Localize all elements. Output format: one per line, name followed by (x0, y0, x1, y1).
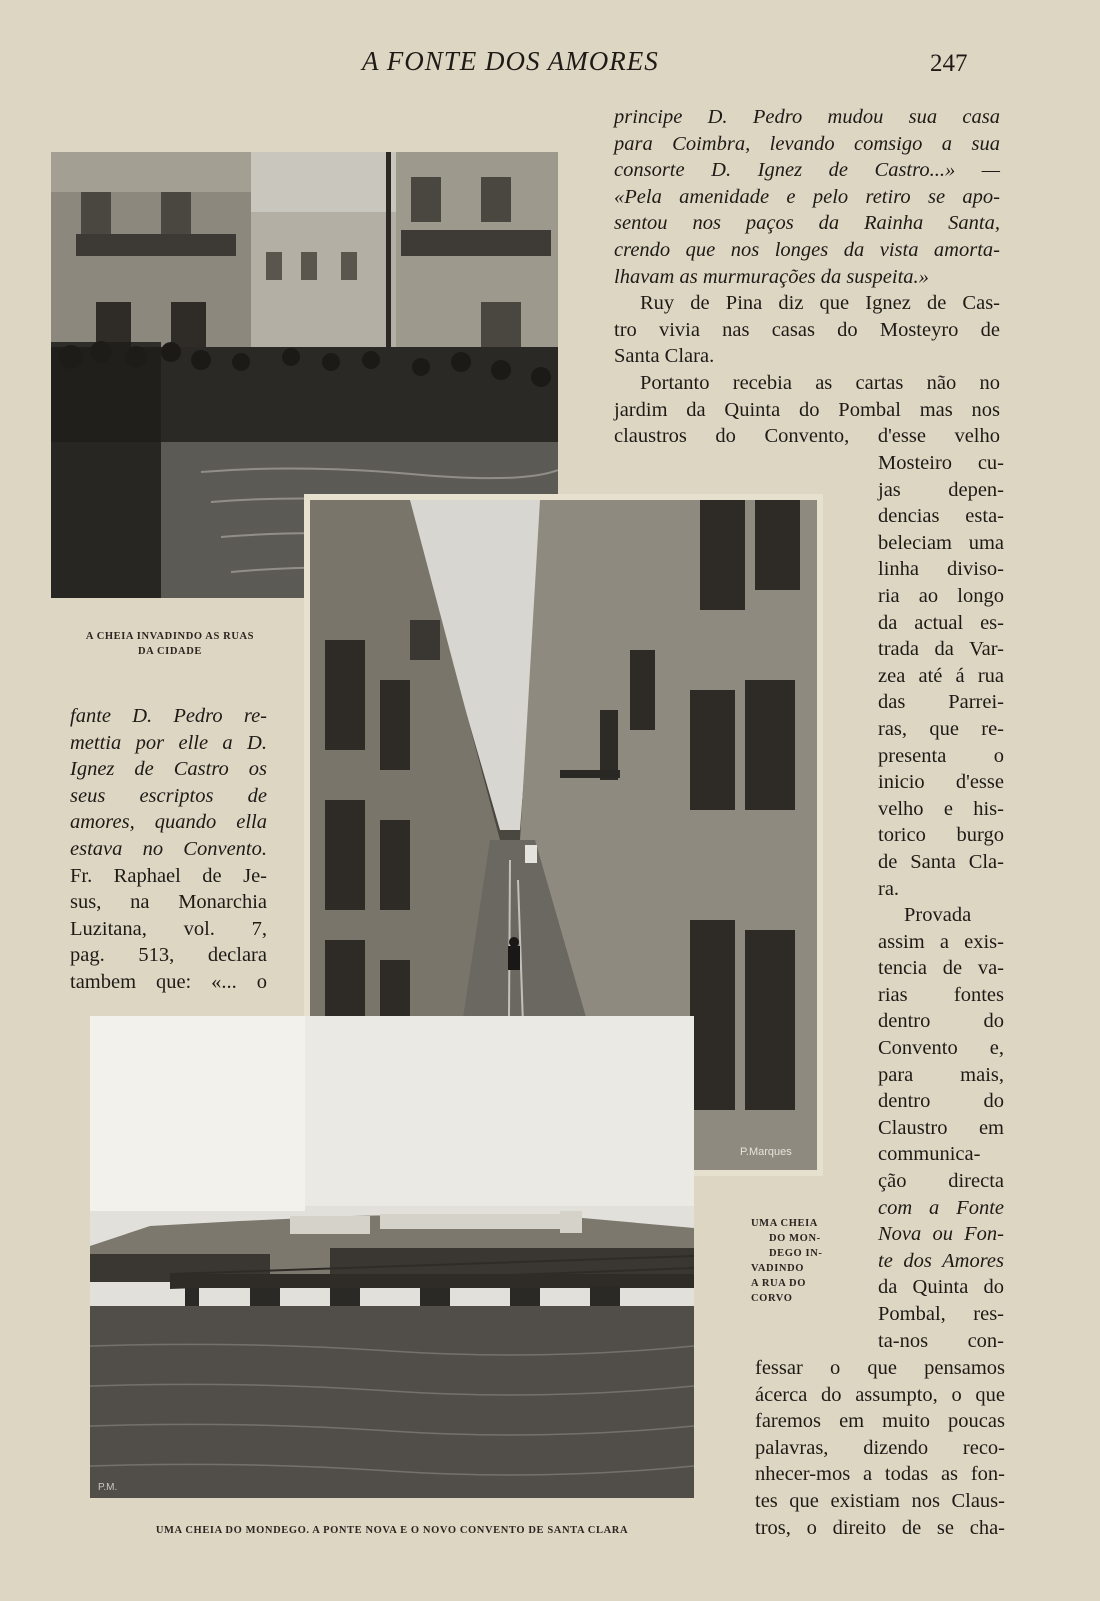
text-line: zea até á rua (878, 664, 1004, 687)
text-line: ra. (878, 877, 900, 900)
text-line: amores, quando ella (70, 811, 267, 834)
text-line: sus, na Monarchia (70, 891, 267, 914)
right-column-text (614, 104, 1000, 450)
text-line: Mosteiro cu- (878, 452, 1004, 474)
text-line: lhavam as murmurações da suspeita.» (614, 265, 929, 288)
text-line: sentou nos paços da Rainha Santa, (614, 212, 1000, 235)
text-line: da Quinta do (878, 1276, 1004, 1299)
text-line: palavras, dizendo reco- (755, 1436, 1005, 1459)
photo-mondego-ponte-nova (90, 1016, 694, 1498)
photo-corner-initials: P.M. (98, 1482, 118, 1493)
text-line: Santa Clara. (614, 345, 715, 368)
text-line: nhecer-mos a todas as fon- (755, 1463, 1005, 1486)
text-line: assim a exis- (878, 930, 1004, 953)
text-line: dentro do (878, 1010, 1004, 1033)
text-line: tencia de va- (878, 957, 1004, 980)
text-line: tros, o direito de se cha- (755, 1516, 1005, 1539)
caption-line: UMA CHEIA (751, 1218, 818, 1229)
caption-line: A CHEIA INVADINDO AS RUAS (85, 631, 255, 642)
text-line: Convento e, (878, 1037, 1004, 1060)
text-line: inicio d'esse (878, 771, 1004, 794)
caption-photo-rua-do-corvo (751, 1216, 846, 1306)
caption-photo-city-street (62, 630, 278, 659)
text-line: «Pela amenidade e pelo retiro se apo- (614, 185, 1000, 208)
text-line: fessar o que pensamos (755, 1357, 1005, 1379)
text-line: torico burgo (878, 824, 1004, 847)
text-line: Provada (904, 904, 972, 927)
text-line: consorte D. Ignez de Castro...» — (614, 159, 1000, 182)
text-line: Ignez de Castro os (70, 758, 267, 781)
caption-line: DO MON- (769, 1233, 821, 1244)
text-line: velho e his- (878, 797, 1004, 820)
text-line: fante D. Pedro re- (70, 705, 267, 727)
text-line: para mais, (878, 1063, 1004, 1086)
text-line: ras, que re- (878, 717, 1004, 740)
text-line: linha diviso- (878, 558, 1004, 581)
text-line: jas depen- (878, 478, 1004, 501)
text-line: tambem que: «... o (70, 970, 267, 993)
text-line: presenta o (878, 744, 1004, 767)
text-line: com a Fonte (878, 1196, 1004, 1219)
text-line: pag. 513, declara (70, 944, 267, 967)
text-line: Ruy de Pina diz que Ignez de Cas- (640, 292, 1000, 315)
text-line: faremos em muito poucas (755, 1410, 1005, 1433)
text-line: seus escriptos de (70, 784, 267, 807)
text-line: rias fontes (878, 983, 1004, 1006)
text-line: ção directa (878, 1170, 1004, 1193)
text-line: tes que existiam nos Claus- (755, 1489, 1005, 1512)
caption-line: VADINDO (751, 1263, 805, 1274)
text-line: ácerca do assumpto, o que (755, 1383, 1005, 1406)
text-line: Claustro em (878, 1116, 1004, 1139)
text-line: Portanto recebia as cartas não no (640, 371, 1000, 394)
text-line: crendo que nos longes da vista amorta- (614, 238, 1000, 261)
running-header-title: A FONTE DOS AMORES (362, 46, 659, 76)
text-line: Nova ou Fon- (878, 1223, 1004, 1246)
text-line: dencias esta- (878, 505, 1004, 528)
caption-line: A RUA DO (751, 1278, 806, 1289)
narrow-column-text (878, 450, 1004, 1354)
text-line: da actual es- (878, 611, 1004, 634)
caption-photo-mondego (90, 1524, 694, 1539)
text-line: tro vivia nas casas do Mosteyro de (614, 318, 1000, 341)
left-column-text (70, 703, 267, 996)
text-line: Fr. Raphael de Je- (70, 864, 267, 887)
bottom-right-column-text (755, 1355, 1005, 1541)
text-line: Luzitana, vol. 7, (70, 917, 267, 940)
caption-line: CORVO (751, 1293, 793, 1304)
text-line: beleciam uma (878, 531, 1004, 554)
text-line: dentro do (878, 1090, 1004, 1113)
text-line: trada da Var- (878, 638, 1004, 661)
text-line: Pombal, res- (878, 1303, 1004, 1325)
text-line: das Parrei- (878, 691, 1004, 714)
text-line: principe D. Pedro mudou sua casa (614, 106, 1000, 128)
caption-line: DEGO IN- (769, 1248, 823, 1259)
text-line: de Santa Cla- (878, 850, 1004, 873)
caption-line: UMA CHEIA DO MONDEGO. A PONTE NOVA E O NOVO CONVENTO DE SANTA CLARA (155, 1525, 629, 1536)
text-line: ta-nos con- (878, 1329, 1004, 1352)
engraver-signature: P.Marques (740, 1146, 792, 1158)
text-line: ria ao longo (878, 584, 1004, 607)
text-line: estava no Convento. (70, 837, 267, 860)
caption-line: DA CIDADE (137, 645, 203, 657)
text-line: claustros do Convento, d'esse velho (614, 425, 1000, 448)
text-line: para Coimbra, levando comsigo a sua (614, 132, 1000, 155)
text-line: mettia por elle a D. (70, 731, 267, 754)
page-number: 247 (930, 50, 968, 77)
text-line: te dos Amores (878, 1249, 1004, 1272)
text-line: communica- (878, 1143, 981, 1166)
text-line: jardim da Quinta do Pombal mas nos (614, 398, 1000, 421)
